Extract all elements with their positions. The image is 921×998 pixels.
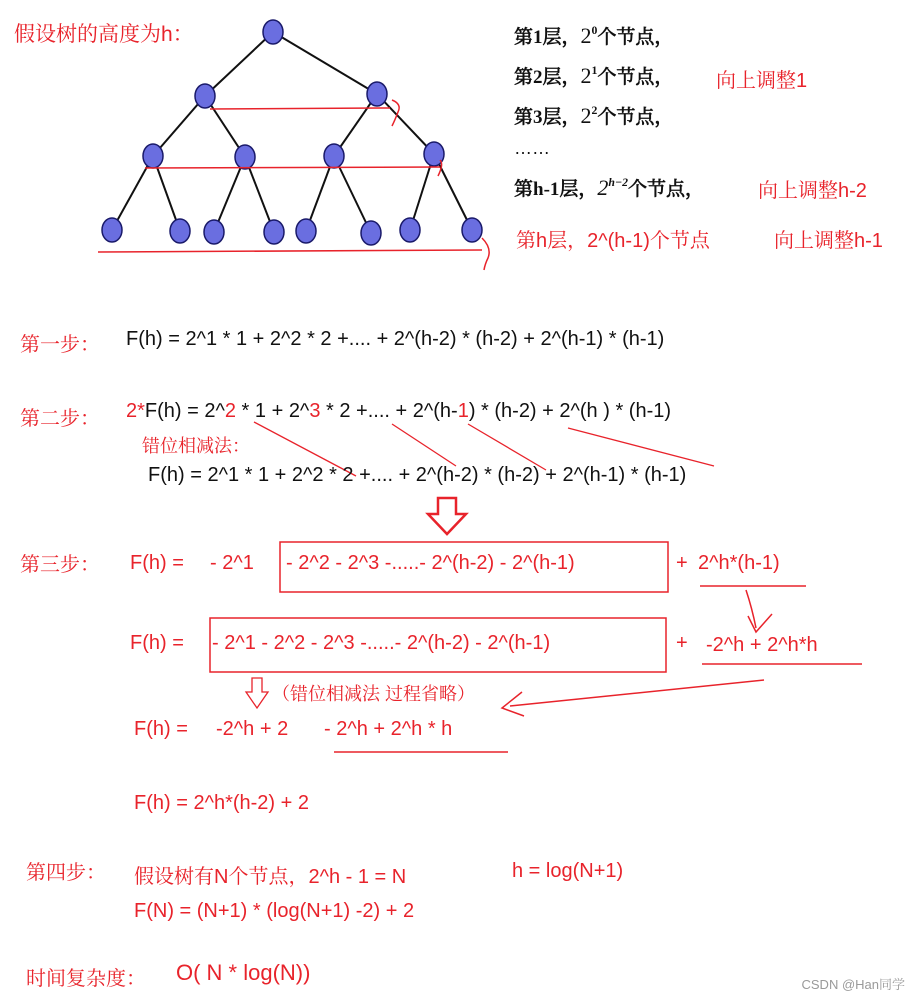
- step3-line3-a: -2^h + 2: [216, 718, 289, 740]
- step2-multiplier: 2*: [126, 400, 145, 422]
- step3-line3-b: - 2^h + 2^h * h: [324, 718, 453, 740]
- level-2-base: 2: [580, 63, 592, 88]
- step3-lhs-3: F(h) =: [134, 718, 188, 740]
- tree-node: [296, 219, 316, 243]
- level-1-prefix: 第1层，: [514, 27, 581, 48]
- step3-lhs-2: F(h) =: [130, 632, 184, 654]
- tree-node: [143, 144, 163, 168]
- level-1-base: 2: [580, 23, 592, 48]
- level-h1-line: [514, 174, 704, 201]
- level-markers: [98, 100, 489, 270]
- level-h1-prefix: 第h-1层，: [514, 179, 598, 200]
- level-h1-note: 向上调整h-2: [758, 180, 867, 202]
- tree-node: [102, 218, 122, 242]
- level-1-suffix: 个节点，: [597, 27, 674, 48]
- tree-node: [367, 82, 387, 106]
- step4-label: 第四步：: [26, 862, 106, 884]
- level-h1-suffix: 个节点，: [627, 179, 704, 200]
- tree-node: [462, 218, 482, 242]
- level-3-exp: 2: [591, 103, 598, 117]
- step2-formula2: F(h) = 2^1 * 1 + 2^2 * 2 +.... + 2^(h-2) * (h-2) + 2^(h-1) * (h-1): [148, 464, 687, 486]
- step4-line1: 假设树有N个节点，2^h - 1 = N: [134, 866, 407, 888]
- step2-label: 第二步：: [20, 408, 100, 430]
- step3-line1-c: 2^h*(h-1): [698, 552, 780, 574]
- tree-node: [170, 219, 190, 243]
- tree-edges: [112, 32, 472, 233]
- tree-node: [400, 218, 420, 242]
- level-3-base: 2: [580, 103, 592, 128]
- step3-line1-a: - 2^1: [210, 552, 254, 574]
- level-1-line: [514, 22, 673, 49]
- complexity-value: O( N * log(N)): [176, 960, 311, 985]
- complexity-label: 时间复杂度：: [26, 968, 146, 990]
- down-arrow-icon: [428, 498, 466, 534]
- tree-node: [195, 84, 215, 108]
- step2-note: 错位相减法：: [142, 436, 250, 456]
- step3-result: F(h) = 2^h*(h-2) + 2: [134, 792, 310, 814]
- watermark: CSDN @Han同学: [801, 977, 905, 992]
- page-title: 假设树的高度为h：: [14, 23, 194, 46]
- level-2-prefix: 第2层，: [514, 67, 581, 88]
- tree-node: [263, 20, 283, 44]
- tree-node: [264, 220, 284, 244]
- step3-line1-plus: +: [676, 552, 688, 574]
- level-h1-exp: h−2: [608, 175, 628, 189]
- level-dots: ……: [514, 138, 550, 158]
- step4-line2: F(N) = (N+1) * (log(N+1) -2) + 2: [134, 900, 415, 922]
- level-2-line: [514, 62, 673, 89]
- step3-label: 第三步：: [20, 554, 100, 576]
- level-3-suffix: 个节点，: [597, 107, 674, 128]
- step3-line1-box: - 2^2 - 2^3 -.....- 2^(h-2) - 2^(h-1): [286, 552, 575, 574]
- level-h-note: 向上调整h-1: [774, 230, 883, 252]
- step3-line2-box: - 2^1 - 2^2 - 2^3 -.....- 2^(h-2) - 2^(h-1): [212, 632, 551, 654]
- level-h1-base: 2: [597, 175, 609, 200]
- tree-nodes: [102, 20, 482, 245]
- step2-formula: 2*F(h) = 2^2 * 1 + 2^3 * 2 +.... + 2^(h-1) * (h-2) + 2^(h ) * (h-1): [126, 400, 672, 422]
- step1-formula: F(h) = 2^1 * 1 + 2^2 * 2 +.... + 2^(h-2) * (h-2) + 2^(h-1) * (h-1): [126, 328, 665, 350]
- level-2-exp: 1: [591, 63, 598, 77]
- level-3-line: [514, 102, 673, 129]
- tree-node: [361, 221, 381, 245]
- level-2-suffix: 个节点，: [597, 67, 674, 88]
- level-h-line: 第h层，2^(h-1)个节点: [516, 230, 710, 252]
- level-1-exp: 0: [591, 23, 598, 37]
- step1-label: 第一步：: [20, 334, 100, 356]
- tree-node: [235, 145, 255, 169]
- tree-node: [204, 220, 224, 244]
- small-down-arrow-icon: [246, 678, 268, 708]
- step3-line2-plus: +: [676, 632, 688, 654]
- step3-line2-c: -2^h + 2^h*h: [706, 634, 818, 656]
- tree-node: [324, 144, 344, 168]
- step3-lhs-1: F(h) =: [130, 552, 184, 574]
- level-2-note: 向上调整1: [716, 70, 808, 92]
- level-3-prefix: 第3层，: [514, 107, 581, 128]
- step4-line1b: h = log(N+1): [512, 860, 624, 882]
- step3-note: （错位相减法 过程省略）: [272, 684, 475, 704]
